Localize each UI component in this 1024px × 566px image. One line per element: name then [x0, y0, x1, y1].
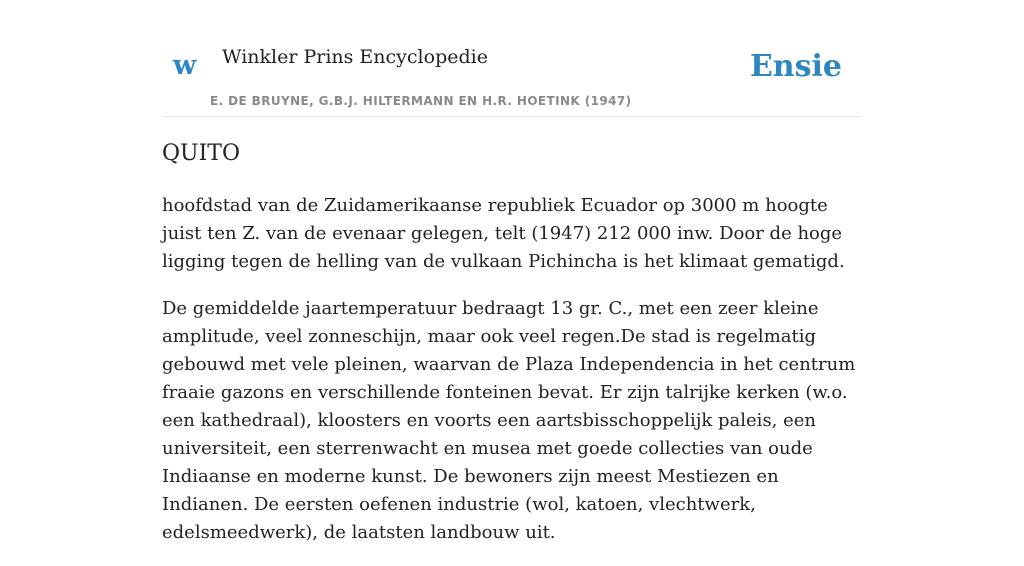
article-body: [162, 192, 862, 566]
article-paragraph: hoofdstad van de Zuidamerikaanse republiek Ecuador op 3000 m hoogte juist ten Z. van de evenaar gelegen, telt (1947) 212 000 inw. Door de hoge ligging tegen de helling van de vulkaan Pichincha is het klimaat gematigd.: [162, 195, 845, 272]
source-header: [162, 0, 862, 117]
source-authors: E. DE BRUYNE, G.B.J. HILTERMANN EN H.R. HOETINK (1947): [210, 94, 632, 108]
article-paragraph: De gemiddelde jaartemperatuur bedraagt 13 gr. C., met een zeer kleine amplitude, veel zonneschijn, maar ook veel regen.De stad is regelmatig gebouwd met vele pleinen, waarvan de Plaza Independencia in het centrum fraaie gazons en verschillende fonteinen bevat. Er zijn talrijke kerken (w.o. een kathedraal), kloosters en voorts een aartsbisschoppelijk paleis, een universiteit, een sterrenwacht en musea met goede collecties van oude Indiaanse en moderne kunst. De bewoners zijn meest Mestiezen en Indianen. De eersten oefenen industrie (wol, katoen, vlechtwerk, edelsmeedwerk), de laatsten landbouw uit.: [162, 298, 856, 543]
source-title[interactable]: Winkler Prins Encyclopedie: [222, 46, 488, 68]
brand-logo[interactable]: Ensie: [749, 49, 842, 84]
page-title: QUITO: [162, 141, 240, 166]
source-logo[interactable]: w: [173, 50, 197, 81]
